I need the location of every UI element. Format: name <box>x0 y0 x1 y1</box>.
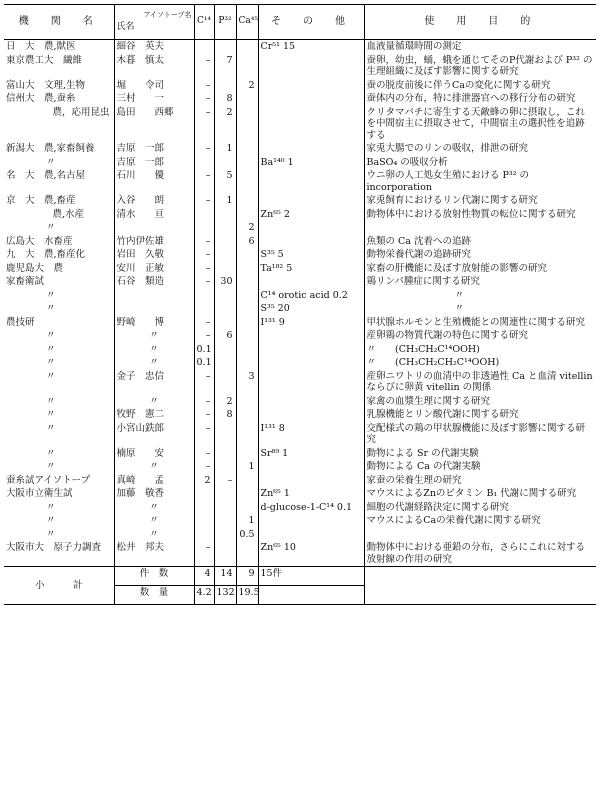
purpose-cell: 動物体中における放射性物質の転位に関する研究 <box>364 208 596 222</box>
institution-cell: 〃 <box>46 370 56 382</box>
p32-cell: 2 <box>214 106 236 143</box>
subtotal-label: 小 計 <box>4 567 114 605</box>
amount-c14: 4.2 <box>194 586 214 605</box>
c14-cell: – <box>194 262 214 276</box>
person-cell: 金子 忠信 <box>114 370 194 395</box>
person-cell: 楠原 安 <box>114 447 194 461</box>
institution-cell: 〃 <box>46 289 56 301</box>
purpose-cell: マウスによるZnのビタミン B₁ 代謝に関する研究 <box>364 487 596 501</box>
table-row <box>4 92 596 106</box>
count-ca45: 9 <box>236 567 258 586</box>
purpose-cell: 魚類の Ca 沈着への追跡 <box>364 235 596 249</box>
header-c14: C¹⁴ <box>194 5 214 40</box>
purpose-cell: 家兎飼育におけるリン代謝に関する研究 <box>364 194 596 208</box>
count-other: 15件 <box>258 567 364 586</box>
person-cell: 石谷 類造 <box>114 275 194 289</box>
p32-cell <box>214 460 236 474</box>
c14-cell: 2 <box>194 474 214 488</box>
p32-cell <box>214 221 236 235</box>
table-row <box>4 541 596 567</box>
other-cell: Zn⁶⁵ 1 <box>258 487 364 501</box>
table-row <box>4 156 596 170</box>
table-row <box>4 289 596 303</box>
isotope-usage-table <box>4 4 596 605</box>
other-cell: S³⁵ 5 <box>258 248 364 262</box>
person-cell: 〃 <box>114 501 194 515</box>
header-purpose: 使 用 目 的 <box>364 5 596 40</box>
c14-cell <box>194 487 214 501</box>
c14-cell: – <box>194 169 214 194</box>
institution-cell: 〃 <box>46 357 56 368</box>
c14-cell: – <box>194 79 214 93</box>
count-label: 件 数 <box>114 567 194 586</box>
amount-ca45: 19.5 <box>236 586 258 605</box>
header-isotope-name: アイソトープ名 <box>143 10 192 19</box>
ca45-cell <box>236 194 258 208</box>
table-row <box>4 474 596 488</box>
p32-cell <box>214 487 236 501</box>
ca45-cell <box>236 92 258 106</box>
ca45-cell <box>236 302 258 316</box>
person-cell: 石川 優 <box>114 169 194 194</box>
ca45-cell <box>236 289 258 303</box>
amount-other <box>258 586 364 605</box>
person-cell <box>114 221 194 235</box>
person-cell: 安川 正敏 <box>114 262 194 276</box>
person-cell: 三村 一 <box>114 92 194 106</box>
person-cell: 牧野 憲二 <box>114 408 194 422</box>
purpose-cell <box>364 528 596 542</box>
other-cell <box>258 329 364 343</box>
ca45-cell: 2 <box>236 79 258 93</box>
other-cell <box>258 194 364 208</box>
c14-cell <box>194 528 214 542</box>
table-row <box>4 370 596 395</box>
other-cell: Zn⁶⁵ 2 <box>258 208 364 222</box>
other-cell: Ta¹⁸² 5 <box>258 262 364 276</box>
c14-cell: – <box>194 422 214 447</box>
person-cell: 松井 邦夫 <box>114 541 194 567</box>
purpose-cell: 家兎大腸でのリンの吸収，排泄の研究 <box>364 142 596 156</box>
p32-cell: 7 <box>214 54 236 79</box>
p32-cell <box>214 514 236 528</box>
table-row <box>4 329 596 343</box>
p32-cell <box>214 40 236 54</box>
person-cell: 堀 令司 <box>114 79 194 93</box>
c14-cell: – <box>194 329 214 343</box>
other-cell <box>258 275 364 289</box>
institution-cell: 〃 <box>46 447 56 459</box>
table-row <box>4 514 596 528</box>
p32-cell <box>214 289 236 303</box>
ca45-cell <box>236 447 258 461</box>
p32-cell <box>214 370 236 395</box>
c14-cell: 0.1 <box>194 343 214 357</box>
ca45-cell <box>236 169 258 194</box>
c14-cell <box>194 208 214 222</box>
institution-cell: 〃 <box>46 156 56 168</box>
p32-cell: 2 <box>214 395 236 409</box>
table-row <box>4 142 596 156</box>
purpose-cell: 家蚕の栄養生理の研究 <box>364 474 596 488</box>
purpose-cell: 鶏リンパ腫症に関する研究 <box>364 275 596 289</box>
institution-cell: 〃 <box>46 515 56 526</box>
person-cell: 〃 <box>114 460 194 474</box>
c14-cell: – <box>194 408 214 422</box>
c14-cell: – <box>194 316 214 330</box>
other-cell <box>258 514 364 528</box>
ca45-cell <box>236 316 258 330</box>
purpose-cell: 蚕体内の分布，特に排泄器官への移行分布の研究 <box>364 92 596 106</box>
count-p32: 14 <box>214 567 236 586</box>
purpose-cell: BaSO₄ の吸収分析 <box>364 156 596 170</box>
other-cell: I¹³¹ 9 <box>258 316 364 330</box>
person-cell: 細谷 英夫 <box>114 40 194 54</box>
purpose-cell: 甲状腺ホルモンと生殖機能との関連性に関する研究 <box>364 316 596 330</box>
person-cell: 〃 <box>114 356 194 370</box>
institution-cell: 〃 <box>46 422 56 434</box>
other-cell <box>258 79 364 93</box>
other-cell <box>258 343 364 357</box>
table-row <box>4 395 596 409</box>
purpose-cell: 蚕卵，幼虫，蛹，蛾を通じてそのP代謝および P³² の生理組織に及ぼす影響に関する研究 <box>364 54 596 79</box>
p32-cell <box>214 248 236 262</box>
person-cell: 野崎 博 <box>114 316 194 330</box>
institution-cell: 農，応用昆虫 <box>24 106 110 118</box>
other-cell <box>258 169 364 194</box>
p32-cell: – <box>214 474 236 488</box>
ca45-cell <box>236 395 258 409</box>
p32-cell <box>214 262 236 276</box>
person-cell: 吉原 一郎 <box>114 142 194 156</box>
other-cell: I¹³¹ 8 <box>258 422 364 447</box>
p32-cell <box>214 422 236 447</box>
c14-cell: – <box>194 106 214 143</box>
other-cell <box>258 142 364 156</box>
ca45-cell: 1 <box>236 514 258 528</box>
purpose-cell: 産卵ニワトリの血清中の非透過性 Ca と血清 vitellin ならびに卵黄 vitellin の関係 <box>364 370 596 395</box>
c14-cell <box>194 514 214 528</box>
table-row <box>4 262 596 276</box>
purpose-cell: 蚕の脱皮前後に伴うCaの変化に関する研究 <box>364 79 596 93</box>
table-row <box>4 408 596 422</box>
institution-cell: 農技研 <box>6 316 35 328</box>
table-row <box>4 528 596 542</box>
subtotal-count-row <box>4 567 596 586</box>
institution-cell: 鹿児島大 農 <box>6 262 64 274</box>
table-row <box>4 447 596 461</box>
institution-cell: 京 大 農,畜産 <box>6 195 76 206</box>
institution-cell: 〃 <box>46 330 56 341</box>
other-cell <box>258 370 364 395</box>
p32-cell: 5 <box>214 169 236 194</box>
amount-purpose <box>364 586 596 605</box>
header-other: そ の 他 <box>258 5 364 40</box>
ca45-cell <box>236 343 258 357</box>
person-cell <box>114 289 194 303</box>
ca45-cell: 0.5 <box>236 528 258 542</box>
table-body <box>4 40 596 567</box>
table-row <box>4 194 596 208</box>
header-p32: P³² <box>214 5 236 40</box>
institution-cell: 九 大 農,畜産化 <box>6 249 86 260</box>
p32-cell <box>214 343 236 357</box>
table-row <box>4 460 596 474</box>
c14-cell <box>194 302 214 316</box>
institution-cell: 〃 <box>46 343 56 355</box>
p32-cell: 1 <box>214 142 236 156</box>
c14-cell: – <box>194 92 214 106</box>
count-c14: 4 <box>194 567 214 586</box>
person-cell: 加藤 敬香 <box>114 487 194 501</box>
c14-cell <box>194 221 214 235</box>
table-row <box>4 275 596 289</box>
purpose-cell: ウニ卵の人工処女生殖における P³² の incorporation <box>364 169 596 194</box>
purpose-cell: 交配様式の鶏の甲状腺機能に及ぼす影響に関する研究 <box>364 422 596 447</box>
table-row <box>4 54 596 79</box>
ca45-cell <box>236 40 258 54</box>
ca45-cell: 1 <box>236 460 258 474</box>
ca45-cell <box>236 248 258 262</box>
table-row <box>4 248 596 262</box>
table-row <box>4 343 596 357</box>
c14-cell: – <box>194 395 214 409</box>
table-row <box>4 356 596 370</box>
p32-cell <box>214 235 236 249</box>
ca45-cell <box>236 208 258 222</box>
purpose-cell: 家禽の血漿生理に関する研究 <box>364 395 596 409</box>
c14-cell: – <box>194 54 214 79</box>
ca45-cell: 3 <box>236 370 258 395</box>
other-cell: Zn⁶⁵ 10 <box>258 541 364 567</box>
c14-cell: – <box>194 142 214 156</box>
table-row <box>4 235 596 249</box>
other-cell: Cr⁵¹ 15 <box>258 40 364 54</box>
purpose-cell: 動物による Ca の代謝実験 <box>364 460 596 474</box>
person-cell: 清水 亘 <box>114 208 194 222</box>
p32-cell: 1 <box>214 194 236 208</box>
institution-cell: 名 大 農,名古屋 <box>6 170 86 181</box>
p32-cell <box>214 302 236 316</box>
person-cell: 木暮 慎太 <box>114 54 194 79</box>
c14-cell <box>194 40 214 54</box>
c14-cell <box>194 156 214 170</box>
purpose-cell: 産卵鶏の物質代謝の特色に関する研究 <box>364 329 596 343</box>
amount-label: 数 量 <box>114 586 194 605</box>
institution-cell: 農,水産 <box>24 208 85 220</box>
institution-cell: 大阪市大 原子力調査 <box>6 542 102 553</box>
institution-cell: 蚕糸試アイソトープ <box>6 474 91 486</box>
header-row <box>4 5 596 40</box>
person-cell: 〃 <box>114 514 194 528</box>
purpose-cell: クリタマバチに寄生する天敵蜂の卵に摂取し，これを中間宿主に摂取させて，中間宿主の選択性を追跡する <box>364 106 596 143</box>
other-cell <box>258 356 364 370</box>
p32-cell: 6 <box>214 329 236 343</box>
institution-cell: 〃 <box>46 395 56 407</box>
other-cell: d-glucose-1-C¹⁴ 0.1 <box>258 501 364 515</box>
header-institution: 機 関 名 <box>4 5 114 40</box>
ca45-cell <box>236 275 258 289</box>
institution-cell: 〃 <box>46 501 56 513</box>
institution-cell: 新潟大 農,家畜飼養 <box>6 143 95 154</box>
p32-cell <box>214 208 236 222</box>
person-cell: 竹内伊佐雄 <box>114 235 194 249</box>
ca45-cell <box>236 262 258 276</box>
purpose-cell: 〃 <box>364 289 596 303</box>
person-cell: 〃 <box>114 329 194 343</box>
other-cell: Sr⁸⁹ 1 <box>258 447 364 461</box>
ca45-cell <box>236 329 258 343</box>
table-row <box>4 422 596 447</box>
other-cell <box>258 528 364 542</box>
other-cell: C¹⁴ orotic acid 0.2 <box>258 289 364 303</box>
p32-cell <box>214 541 236 567</box>
p32-cell <box>214 79 236 93</box>
c14-cell: – <box>194 447 214 461</box>
c14-cell: – <box>194 235 214 249</box>
person-cell: 〃 <box>114 528 194 542</box>
table-row <box>4 316 596 330</box>
person-cell: 小宮山鉄郎 <box>114 422 194 447</box>
c14-cell: – <box>194 460 214 474</box>
ca45-cell: 2 <box>236 221 258 235</box>
c14-cell <box>194 501 214 515</box>
other-cell <box>258 54 364 79</box>
purpose-cell: 動物体中における亜鉛の分布，さらにこれに対する放射線の作用の研究 <box>364 541 596 567</box>
ca45-cell <box>236 474 258 488</box>
p32-cell <box>214 447 236 461</box>
institution-cell: 広島大 水畜産 <box>6 235 73 247</box>
other-cell <box>258 460 364 474</box>
ca45-cell <box>236 541 258 567</box>
table-row <box>4 169 596 194</box>
table-row <box>4 79 596 93</box>
p32-cell <box>214 316 236 330</box>
ca45-cell <box>236 487 258 501</box>
c14-cell: – <box>194 194 214 208</box>
other-cell <box>258 474 364 488</box>
purpose-cell <box>364 221 596 235</box>
person-cell: 岩田 久敬 <box>114 248 194 262</box>
institution-cell: 大阪市立衛生試 <box>6 488 73 499</box>
purpose-cell: マウスによるCaの栄養代謝に関する研究 <box>364 514 596 528</box>
p32-cell <box>214 156 236 170</box>
institution-cell: 〃 <box>46 461 56 472</box>
institution-cell: 〃 <box>46 303 56 314</box>
purpose-cell: 動物栄養代謝の追跡研究 <box>364 248 596 262</box>
purpose-cell: 動物による Sr の代謝実験 <box>364 447 596 461</box>
table-row <box>4 487 596 501</box>
table-row <box>4 302 596 316</box>
institution-cell: 信州大 農,蚕糸 <box>6 93 76 104</box>
other-cell <box>258 106 364 143</box>
other-cell: S³⁵ 20 <box>258 302 364 316</box>
ca45-cell <box>236 54 258 79</box>
c14-cell: – <box>194 248 214 262</box>
c14-cell: – <box>194 370 214 395</box>
institution-cell: 家畜衛試 <box>6 276 45 287</box>
person-cell: 真崎 孟 <box>114 474 194 488</box>
person-cell: 入谷 朗 <box>114 194 194 208</box>
purpose-cell: 〃 (CH₃CH₂CH₂C¹⁴OOH) <box>364 356 596 370</box>
institution-cell: 日 大 農,獣医 <box>6 41 76 52</box>
p32-cell: 30 <box>214 275 236 289</box>
other-cell <box>258 235 364 249</box>
purpose-cell: 〃 <box>364 302 596 316</box>
isotope-usage-table-page <box>4 4 596 803</box>
ca45-cell <box>236 156 258 170</box>
amount-p32: 132 <box>214 586 236 605</box>
table-row <box>4 106 596 143</box>
purpose-cell: 細胞の代謝経路決定に関する研究 <box>364 501 596 515</box>
purpose-cell: 家畜の肝機能に及ぼす放射能の影響の研究 <box>364 262 596 276</box>
c14-cell <box>194 289 214 303</box>
ca45-cell <box>236 422 258 447</box>
table-row <box>4 40 596 54</box>
ca45-cell <box>236 501 258 515</box>
ca45-cell <box>236 356 258 370</box>
p32-cell: 8 <box>214 408 236 422</box>
c14-cell: – <box>194 541 214 567</box>
table-row <box>4 208 596 222</box>
other-cell <box>258 92 364 106</box>
header-person-name: 氏名 <box>116 21 135 32</box>
c14-cell: – <box>194 275 214 289</box>
table-row <box>4 221 596 235</box>
institution-cell: 〃 <box>46 222 56 233</box>
institution-cell: 〃 <box>46 409 56 420</box>
other-cell <box>258 221 364 235</box>
p32-cell <box>214 501 236 515</box>
person-cell <box>114 302 194 316</box>
table-row <box>4 501 596 515</box>
purpose-cell: 血液量循環時間の測定 <box>364 40 596 54</box>
c14-cell: 0.1 <box>194 356 214 370</box>
other-cell: Ba¹⁴⁰ 1 <box>258 156 364 170</box>
institution-cell: 〃 <box>46 528 56 540</box>
header-ca45: Ca⁴⁵ <box>236 5 258 40</box>
ca45-cell <box>236 408 258 422</box>
p32-cell: 8 <box>214 92 236 106</box>
ca45-cell <box>236 142 258 156</box>
person-cell: 吉原 一郎 <box>114 156 194 170</box>
other-cell <box>258 395 364 409</box>
header-person <box>114 5 194 40</box>
purpose-cell: 〃 (CH₃CH₂C¹⁴OOH) <box>364 343 596 357</box>
count-purpose <box>364 567 596 586</box>
institution-cell: 東京農工大 繊維 <box>6 54 83 66</box>
other-cell <box>258 408 364 422</box>
purpose-cell: 乳腺機能とリン酸代謝に関する研究 <box>364 408 596 422</box>
person-cell: 〃 <box>114 343 194 357</box>
ca45-cell: 6 <box>236 235 258 249</box>
ca45-cell <box>236 106 258 143</box>
p32-cell <box>214 356 236 370</box>
person-cell: 島田 西郷 <box>114 106 194 143</box>
institution-cell: 富山大 文理,生物 <box>6 79 86 91</box>
p32-cell <box>214 528 236 542</box>
person-cell: 〃 <box>114 395 194 409</box>
